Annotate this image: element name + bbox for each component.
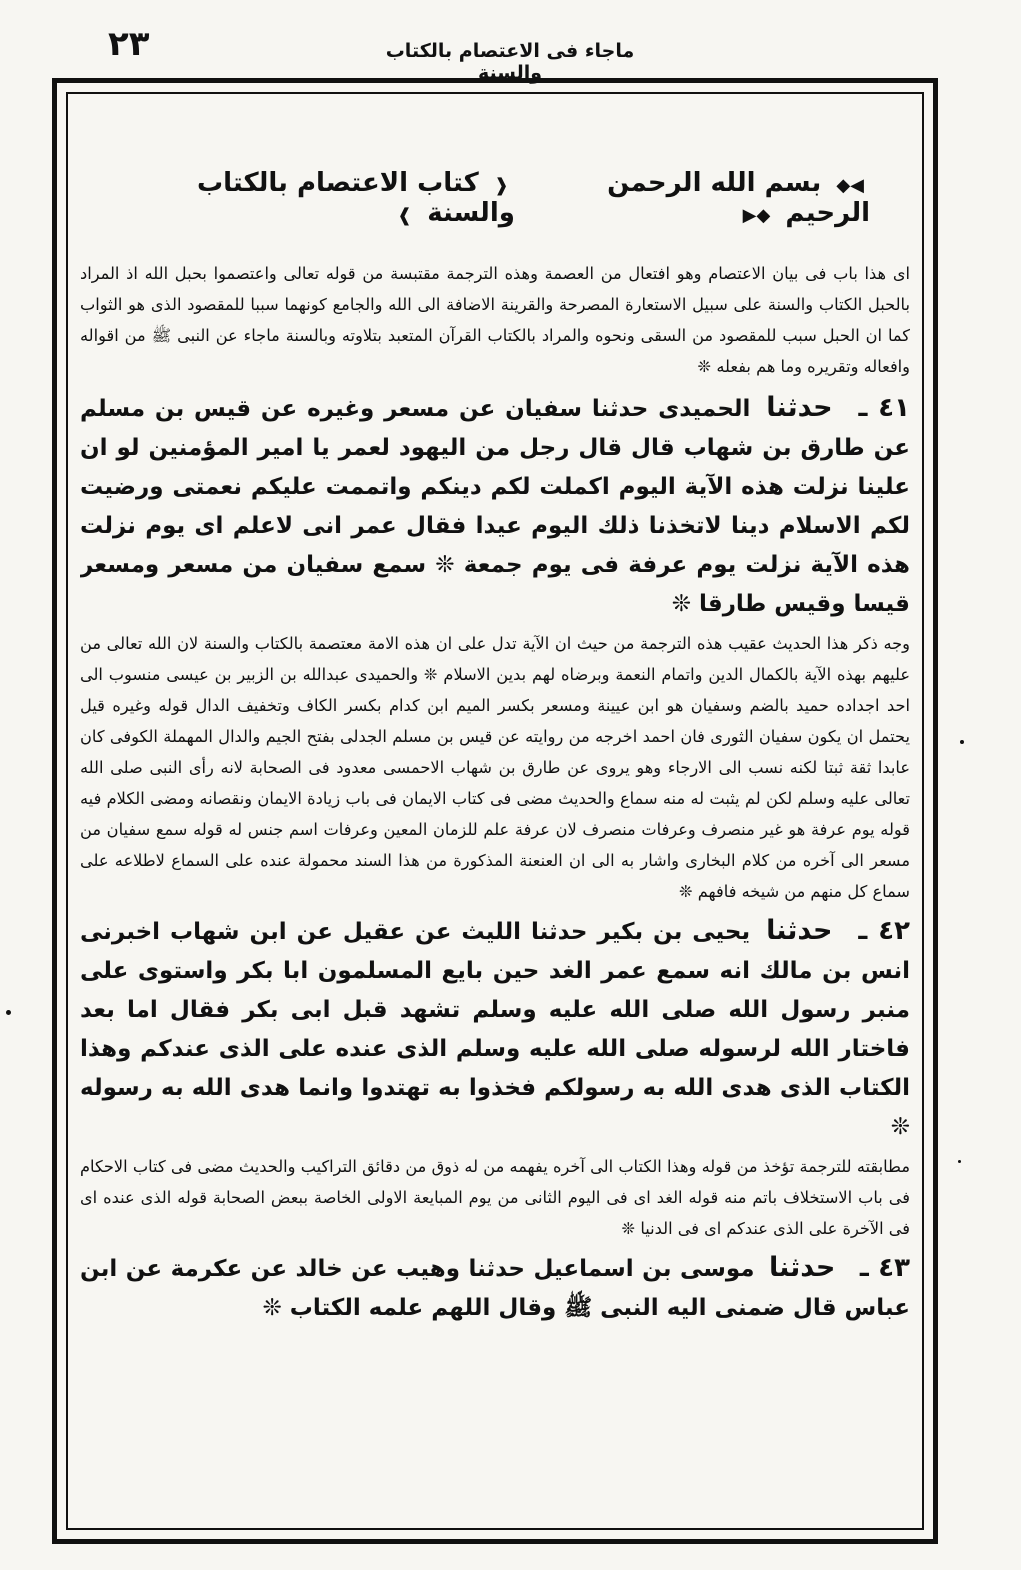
book-title-text: كتاب الاعتصام بالكتاب والسنة: [197, 168, 515, 228]
ink-blot: [6, 1010, 11, 1015]
intro-commentary: اى هذا باب فى بيان الاعتصام وهو افتعال من العصمة وهذه الترجمة مقتبسة من قوله تعالى واعتصموا بحبل الله اذ المراد بالحبل الكتاب والسنة على سبيل الاستعارة المصرحة والقرينة الاضافة الى الله والجامع كونهما سببا للمقصود الذى هو الثواب كما ان الحبل سبب للمقصود من السقى ونحوه والمراد بالكتاب القرآن المتعبد بتلاوته وبالسنة ماجاء عن النبى ﷺ من اقواله وافعاله وتقريره وما هم بفعله ❊: [80, 264, 910, 376]
hadith-number: ٤١ ـ: [858, 393, 910, 423]
hadith-text: الحميدى حدثنا سفيان عن مسعر وغيره عن قيس بن مسلم عن طارق بن شهاب قال قال رجل من اليهود لعمر يا امير المؤمنين لو ان علينا نزلت هذه الآية اليوم اكملت لكم دينكم واتممت عليكم نعمتى ورضيت لكم الاسلام دينا لاتخذنا ذلك اليوم عيدا فقال عمر انى لاعلم اى يوم نزلت هذه الآية نزلت يوم عرفة فى يوم جمعة ❊ سمع سفيان من مسعر ومسعر قيسا وقيس طارقا ❊: [80, 396, 910, 617]
book-title-heading: [120, 168, 515, 228]
commentary-41: وجه ذكر هذا الحديث عقيب هذه الترجمة من حيث ان الآية تدل على ان هذه الامة معتصمة بالكتاب والسنة لان الله تعالى من عليهم بهذه الآية بالكمال الدين واتمام النعمة وبرضاه لهم بدين الاسلام ❊ والحميدى عبدالله بن الزبير بن عيسى منسوب الى احد اجداده حميد بالضم وسفيان هو ابن عيينة ومسعر بكسر الميم ابن كدام بكسر الكاف وتخفيف الدال قوله وغيره قيل يحتمل ان يكون سفيان الثورى فان احمد اخرجه من روايته عن قيس بن مسلم الجدلى بفتح الجيم والدال المهملة الكوفى كان عابدا ثقة ثبتا لكنه نسب الى الارجاء وهو يروى عن طارق بن شهاب الاحمسى معدود فى الصحابة لانه رأى النبى صلى الله تعالى عليه وسلم لكن لم يثبت له منه سماع والحديث مضى فى كتاب الايمان فى باب زيادة الايمان ونقصانه ومضى الكلام فيه قوله يوم عرفة هو غير منصرف وعرفات منصرف لان عرفة علم للزمان المعين وعرفات اسم جنس له قوله سمع سفيان من مسعر الى آخره من كلام البخارى واشار به الى ان العنعنة المذكورة من هذا السند محمولة عنده على السماع لاطلاعه على سماع كل منهم من شيخه فافهم ❊: [80, 634, 910, 901]
haddatha-label: حدثنا: [766, 392, 833, 423]
page-number: ٢٣: [108, 24, 150, 64]
hadith-text: موسى بن اسماعيل حدثنا وهيب عن خالد عن عكرمة عن ابن عباس قال ضمنى اليه النبى ﷺ وقال اللهم علمه الكتاب ❊: [80, 1256, 910, 1321]
commentary-42: مطابقته للترجمة تؤخذ من قوله وهذا الكتاب الى آخره يفهمه من له ذوق من دقائق التراكيب والحديث مضى فى كتاب الاحكام فى باب الاستخلاف باتم منه قوله الغد اى فى اليوم الثانى من يوم المبايعة الاولى الخاصة ببعض الصحابة قوله الذى عنده اى فى الآخرة على الذى عندكم اى فى الدنيا ❊: [80, 1157, 910, 1238]
ink-blot: [960, 740, 964, 744]
haddatha-label: حدثنا: [768, 1252, 836, 1283]
hadith-43: [80, 1248, 910, 1328]
basmala-text: بسم الله الرحمن الرحيم: [607, 168, 870, 228]
ornament-icon: ❰: [493, 175, 509, 196]
hadith-number: ٤٣ ـ: [859, 1253, 910, 1283]
title-row: [120, 168, 870, 228]
ornament-icon: ❱: [397, 205, 413, 226]
hadith-text: يحيى بن بكير حدثنا الليث عن عقيل عن ابن شهاب اخبرنى انس بن مالك انه سمع عمر الغد حين بايع المسلمون ابا بكر واستوى على منبر رسول الله صلى الله عليه وسلم تشهد قبل ابى بكر فقال اما بعد فاختار الله لرسوله صلى الله عليه وسلم الذى عنده على الذى عندكم وهذا الكتاب الذى هدى الله به رسولكم فخذوا به تهتدوا وانما هدى الله به رسوله ❊: [80, 919, 910, 1140]
hadith-number: ٤٢ ـ: [858, 916, 910, 946]
basmala-heading: [515, 168, 870, 228]
hadith-41: [80, 388, 910, 624]
ornament-icon: ◀◆: [836, 175, 864, 196]
running-head: ماجاء فى الاعتصام بالكتاب والسنة: [385, 40, 635, 84]
hadith-42: [80, 911, 910, 1147]
page-content: [80, 150, 910, 1520]
ornament-icon: ◆▶: [742, 205, 771, 226]
haddatha-label: حدثنا: [766, 915, 833, 946]
ink-blot: [958, 1160, 961, 1163]
